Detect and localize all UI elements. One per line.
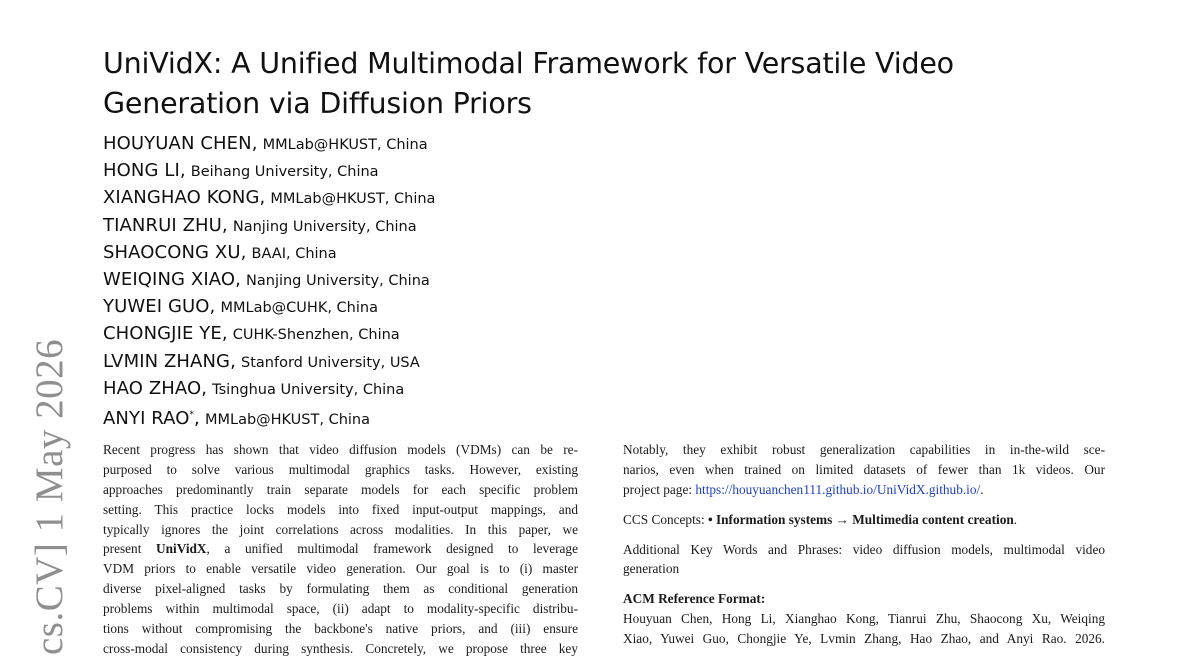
project-page-link[interactable]: https://houyuanchen111.github.io/UniVidX.github.io/ [695,481,981,497]
abstract-continuation [623,440,1105,500]
author-name: SHAOCONG XU, [103,241,247,263]
abstract-line: approaches predominantly train separate models for each specific problem [103,481,578,497]
author-affiliation: MMLab@HKUST, China [262,137,428,153]
author-name: HONG LI, [103,160,186,182]
author-affiliation: Nanjing University, China [246,272,430,289]
arxiv-identifier-stamp: cs.CV] 1 May 2026 [28,338,71,655]
abstract-text: project page: [623,481,696,497]
author-row [103,212,703,239]
abstract-text: , a unified multimodal framework designed to leverage [206,541,578,557]
author-affiliation: CUHK-Shenzhen, China [232,327,400,344]
reference-line: Houyuan Chen, Hong Li, Xianghao Kong, Tianrui Zhu, Shaocong Xu, Weiqing [623,611,1105,627]
abstract-line: setting. This practice locks models into fixed input-output mappings, and [103,501,578,517]
abstract-line: VDM priors to enable versatile video generation. Our goal is to (i) master [103,561,578,577]
ccs-label: CCS Concepts: [623,511,708,527]
ccs-concepts [623,510,1105,530]
right-column [623,440,1105,649]
author-name: HAO ZHAO, [103,377,208,399]
author-row [103,293,703,320]
title-line-2: Generation via Diffusion Priors [103,87,532,120]
abstract-line: diverse pixel-aligned tasks by formulating them as conditional generation [103,581,578,597]
author-name: TIANRUI ZHU, [103,214,228,236]
abstract-line: Recent progress has shown that video diffusion models (VDMs) can be re- [103,442,578,457]
abstract-line: tions without compromising the backbone's native priors, and (iii) ensure [103,621,578,637]
author-row [103,375,703,402]
author-row [103,130,703,157]
author-name: HOUYUAN CHEN, [103,133,258,154]
paper-title [103,44,1023,124]
corresponding-author-mark: * [189,409,195,420]
author-affiliation: Nanjing University, China [232,218,417,235]
author-name: XIANGHAO KONG, [103,187,266,209]
author-affiliation: MMLab@HKUST, China [270,191,436,208]
author-row [103,402,703,429]
abstract-line: purposed to solve various multimodal graphics tasks. However, existing [103,461,578,477]
abstract-line: cross-modal consistency during synthesis. Concretely, we propose three key [103,640,578,656]
keywords-line: Additional Key Words and Phrases: video diffusion models, multimodal video [623,541,1105,557]
author-separator: , [194,407,200,429]
abstract-column [103,440,578,659]
author-list [103,130,703,429]
abstract-line [103,539,578,559]
author-row [103,184,703,211]
abstract-text: . [980,481,984,497]
acm-reference-heading: ACM Reference Format: [623,591,766,607]
abstract-line [623,480,1105,500]
acm-reference [623,589,1105,649]
author-name: LVMIN ZHANG, [103,350,236,372]
author-affiliation: Stanford University, USA [241,354,420,371]
abstract-line: Notably, they exhibit robust generalization capabilities in in-the-wild sce- [623,442,1105,457]
abstract-line: typically ignores the joint correlations across modalities. In this paper, we [103,521,578,537]
ccs-line [623,510,1105,530]
reference-line: Xiao, Yuwei Guo, Chongjie Ye, Lvmin Zhang, Hao Zhao, and Anyi Rao. 2026. [623,631,1105,647]
author-affiliation: MMLab@HKUST, China [204,411,370,428]
title-line-1: UniVidX: A Unified Multimodal Framework for Versatile Video [103,47,954,80]
keywords [623,540,1105,580]
author-row [103,266,703,293]
author-affiliation: Tsinghua University, China [212,381,405,398]
author-affiliation: BAAI, China [251,245,337,262]
author-row [103,239,703,266]
author-affiliation: MMLab@CUHK, China [220,300,378,317]
abstract-line: problems within multimodal space, (ii) adapt to modality-specific distribu- [103,601,578,617]
abstract-line: narios, even when trained on limited datasets of fewer than 1k videos. Our [623,461,1105,477]
framework-name: UniVidX [156,541,207,557]
author-name: CHONGJIE YE, [103,323,228,345]
author-name: ANYI RAO [103,407,190,429]
author-name: YUWEI GUO, [103,296,216,318]
abstract-text: present [103,541,157,557]
author-affiliation: Beihang University, China [190,164,379,181]
author-row [103,157,703,184]
author-name: WEIQING XIAO, [103,268,241,290]
keywords-line: generation [623,561,680,577]
author-row [103,320,703,347]
ccs-concept: • Information systems → Multimedia content creation [707,511,1014,527]
author-row [103,348,703,375]
ccs-text: . [1013,511,1018,527]
